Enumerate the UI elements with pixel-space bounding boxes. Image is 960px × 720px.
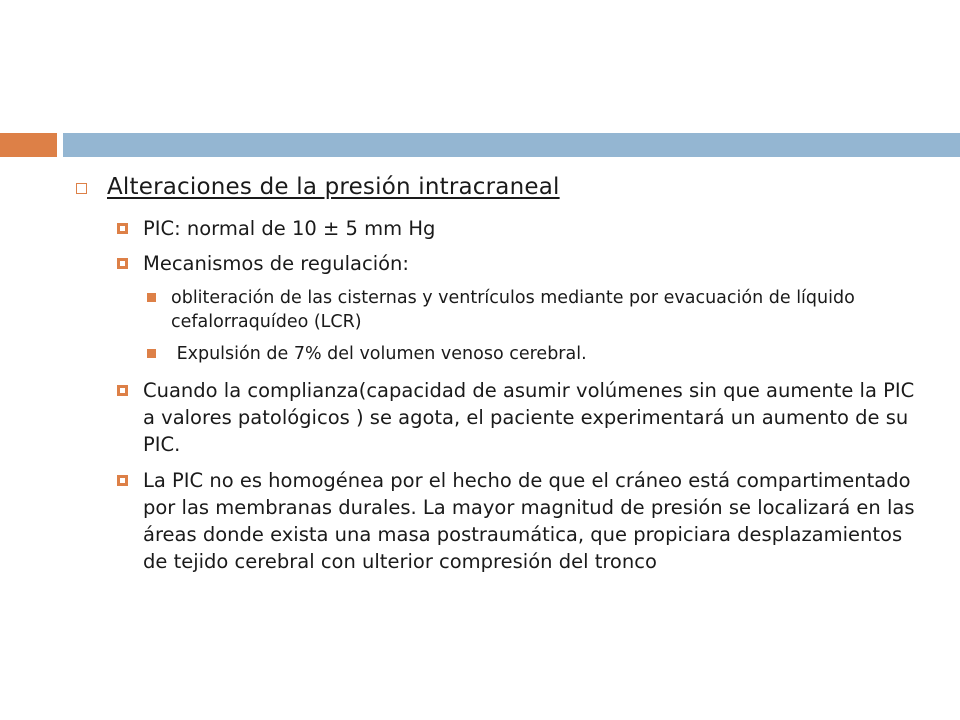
bullet-item: [117, 377, 927, 458]
header-accent-bar: [0, 133, 57, 157]
bullet-text: La PIC no es homogénea por el hecho de que el cráneo está compartimentado por las membranas durales. La mayor magnitud de presión se localizará en las áreas donde exista una masa postraumática, que propiciara desplazamientos de tejido cerebral con ulterior compresión del tronco: [143, 469, 915, 573]
bullet-item: [117, 215, 927, 242]
bullet-text: PIC: normal de 10 ± 5 mm Hg: [143, 217, 436, 240]
slide-heading: Alteraciones de la presión intracraneal: [107, 174, 560, 200]
slide-heading-row: [76, 174, 560, 200]
sub-bullet-text: obliteración de las cisternas y ventrículos mediante por evacuación de líquido cefalorraquídeo (LCR): [171, 288, 855, 332]
sub-bullet-text: Expulsión de 7% del volumen venoso cerebral.: [171, 344, 587, 364]
square-bullet-icon: [117, 385, 128, 396]
solid-square-bullet-icon: [147, 349, 156, 358]
header-bar: [63, 133, 960, 157]
sub-bullet-item: [147, 286, 907, 334]
bullet-item: [117, 250, 927, 277]
square-bullet-icon: [117, 475, 128, 486]
sub-bullet-item: [147, 342, 907, 366]
square-bullet-icon: [117, 223, 128, 234]
bullet-text: Cuando la complianza(capacidad de asumir volúmenes sin que aumente la PIC a valores patológicos ) se agota, el paciente experimentará un aumento de su PIC.: [143, 379, 915, 456]
solid-square-bullet-icon: [147, 293, 156, 302]
bullet-item: [117, 467, 927, 575]
hollow-square-bullet-icon: [76, 183, 87, 194]
square-bullet-icon: [117, 258, 128, 269]
bullet-text: Mecanismos de regulación:: [143, 252, 409, 275]
